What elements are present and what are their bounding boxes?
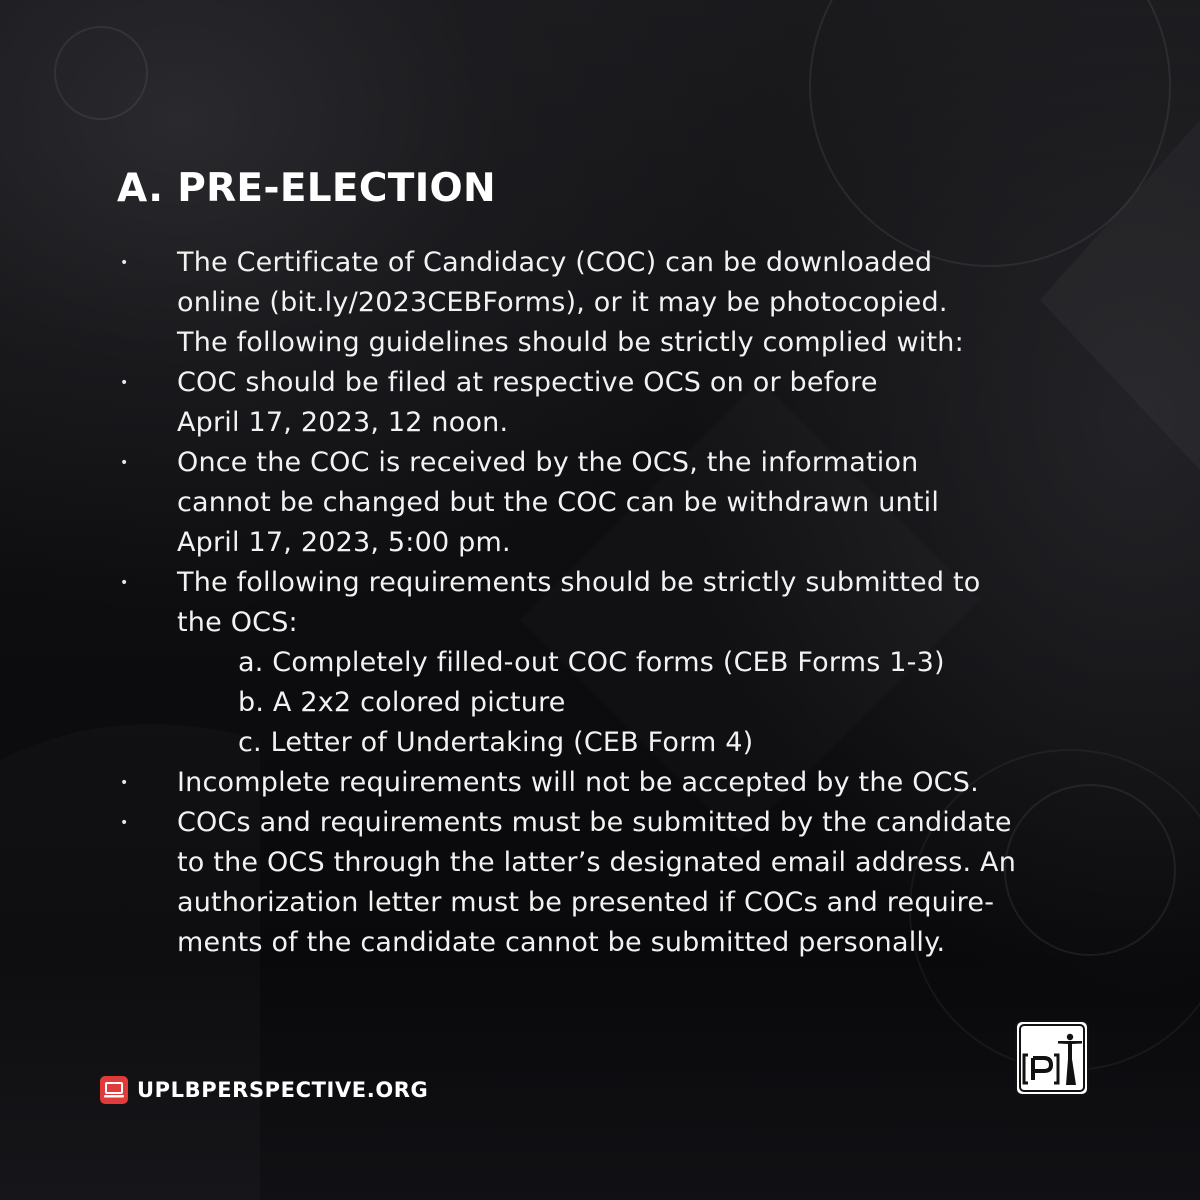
list-item-text-line: online (bit.ly/2023CEBForms), or it may be photocopied. bbox=[177, 287, 948, 318]
list-item-text-line: ments of the candidate cannot be submitted personally. bbox=[177, 927, 946, 958]
website-link[interactable] bbox=[100, 1076, 428, 1104]
website-link-text: UPLBPERSPECTIVE.ORG bbox=[137, 1078, 429, 1102]
requirement-sub-item: b. A 2x2 colored picture bbox=[238, 687, 566, 718]
list-item-text-line: COCs and requirements must be submitted by the candidate bbox=[177, 807, 1012, 838]
list-item bbox=[116, 763, 1116, 803]
bullet-icon: • bbox=[120, 775, 129, 791]
list-item-text-line: authorization letter must be presented if COCs and require- bbox=[177, 887, 995, 918]
list-item bbox=[116, 563, 1116, 763]
requirements-sublist bbox=[177, 643, 1116, 763]
list-item-text-line: Incomplete requirements will not be accepted by the OCS. bbox=[177, 767, 979, 798]
list-item-text-line: The Certificate of Candidacy (COC) can be downloaded bbox=[177, 247, 933, 278]
list-item-text-line: COC should be filed at respective OCS on or before bbox=[177, 367, 878, 398]
list-item bbox=[116, 243, 1116, 363]
list-item-text-line: April 17, 2023, 5:00 pm. bbox=[177, 527, 511, 558]
bullet-icon: • bbox=[120, 455, 129, 471]
list-item-text-line: to the OCS through the latter’s designated email address. An bbox=[177, 847, 1017, 878]
list-item-text-line: The following requirements should be strictly submitted to bbox=[177, 567, 981, 598]
list-item-text-line: cannot be changed but the COC can be withdrawn until bbox=[177, 487, 940, 518]
guidelines-list bbox=[116, 243, 1116, 963]
laptop-icon bbox=[100, 1076, 128, 1104]
bullet-icon: • bbox=[120, 575, 129, 591]
list-item bbox=[116, 443, 1116, 563]
list-item-text-line: the OCS: bbox=[177, 607, 298, 638]
bullet-icon: • bbox=[120, 815, 129, 831]
requirement-sub-item: c. Letter of Undertaking (CEB Form 4) bbox=[238, 727, 754, 758]
list-item-text-line: The following guidelines should be strictly complied with: bbox=[177, 327, 964, 358]
list-item-text-line: April 17, 2023, 12 noon. bbox=[177, 407, 509, 438]
bullet-icon: • bbox=[120, 255, 129, 271]
list-item bbox=[116, 363, 1116, 443]
bullet-icon: • bbox=[120, 375, 129, 391]
perspective-logo-icon bbox=[1014, 1019, 1090, 1097]
page-title: A. PRE-ELECTION bbox=[117, 166, 496, 211]
list-item bbox=[116, 803, 1116, 963]
list-item-text-line: Once the COC is received by the OCS, the information bbox=[177, 447, 919, 478]
requirement-sub-item: a. Completely filled-out COC forms (CEB Forms 1-3) bbox=[238, 647, 945, 678]
